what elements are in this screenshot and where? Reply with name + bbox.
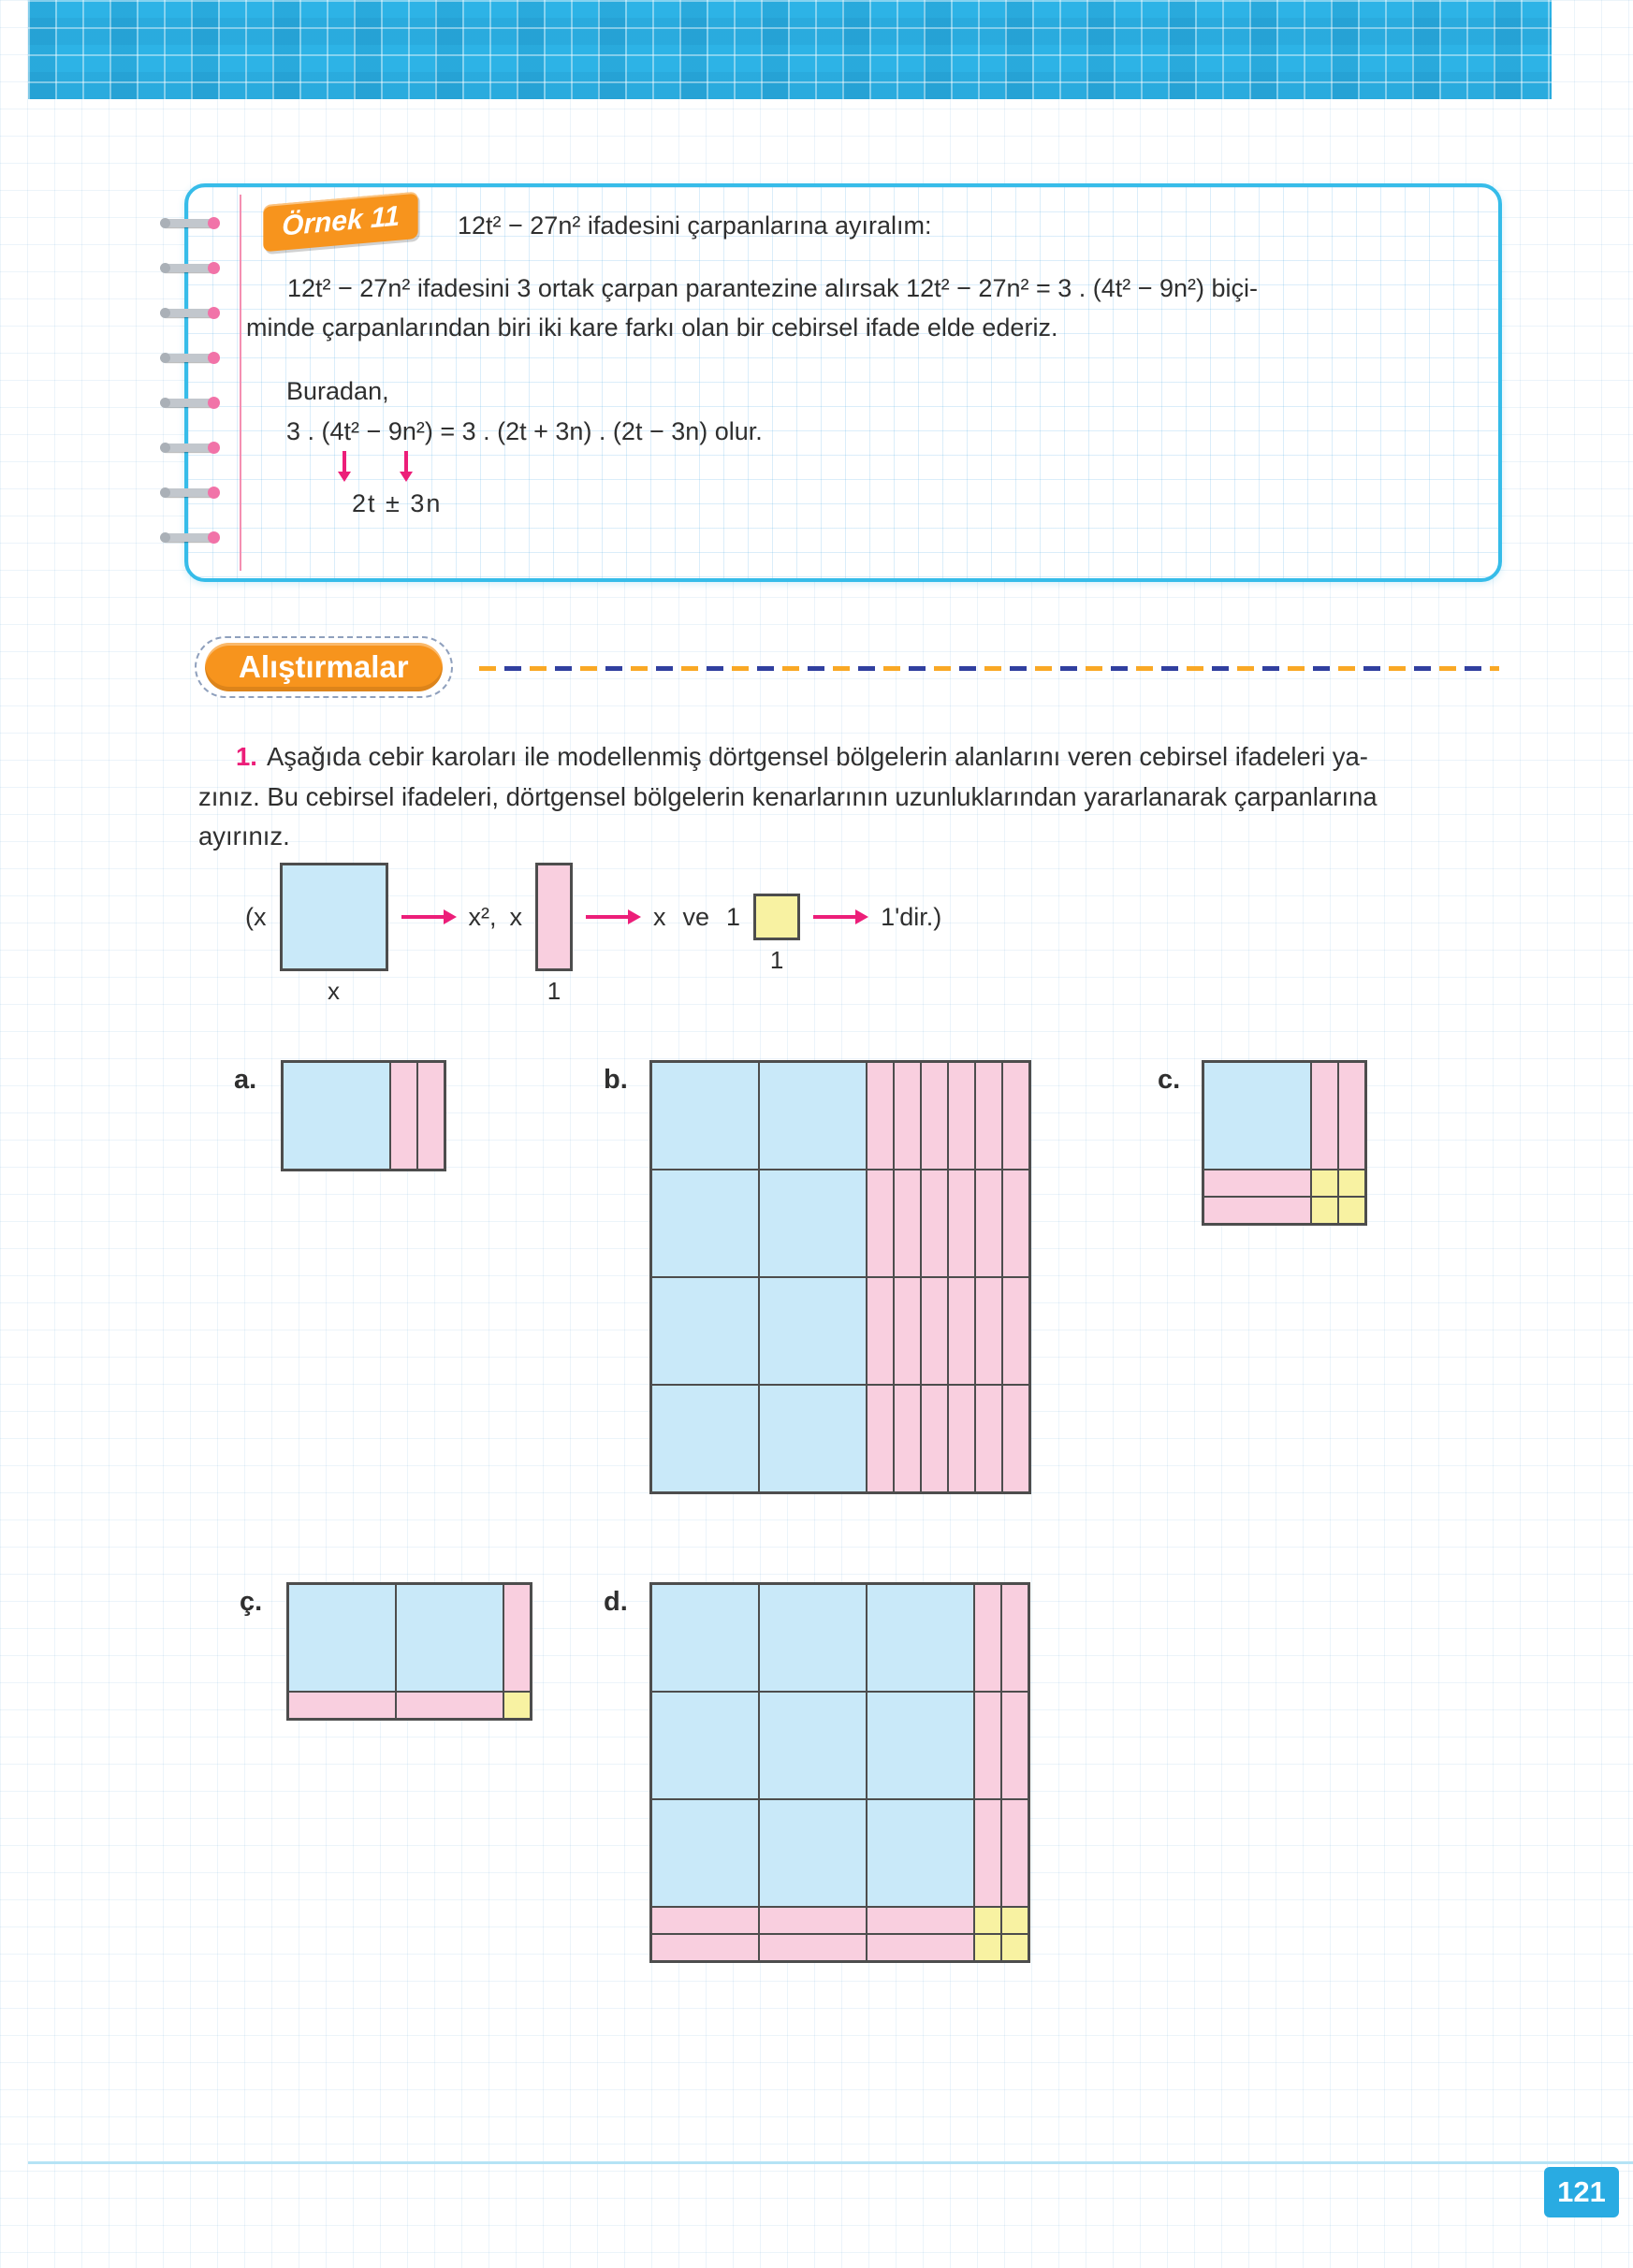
factor-term-2-text: 9n² bbox=[387, 417, 425, 445]
tile-x bbox=[867, 1907, 974, 1934]
equation bbox=[286, 417, 763, 446]
tile-x bbox=[948, 1385, 975, 1492]
tile-unit-bottom-label: 1 bbox=[769, 946, 784, 974]
legend-unit-result: 1'dir.) bbox=[881, 902, 942, 931]
tile-x2-side-label: x bbox=[328, 977, 340, 1005]
legend-x-result: x bbox=[653, 902, 666, 931]
tile-x2 bbox=[396, 1584, 503, 1692]
binder-clip-icon bbox=[162, 488, 216, 497]
question-1-text: Aşağıda cebir karoları ile modellenmiş dörtgensel bölgelerin alanlarını veren cebirsel ifadeleri ya- bbox=[266, 742, 1368, 771]
figure-b-label: b. bbox=[604, 1065, 628, 1095]
dashed-divider bbox=[479, 666, 1499, 671]
tile-unit bbox=[1311, 1197, 1338, 1224]
arrow-down-icon bbox=[343, 451, 346, 472]
tile-x bbox=[867, 1170, 894, 1277]
question-1 bbox=[198, 737, 1378, 857]
example-buradan: Buradan, bbox=[286, 377, 389, 405]
tile-x bbox=[651, 1934, 759, 1961]
tile-x bbox=[503, 1584, 531, 1692]
tile-x bbox=[759, 1934, 867, 1961]
tile-x bbox=[948, 1170, 975, 1277]
binder-clip-icon bbox=[162, 264, 216, 272]
factor-term-1-text: 4t² bbox=[329, 417, 360, 445]
example-body-line: 12t² − 27n² ifadesini 3 ortak çarpan parantezine alırsak 12t² − 27n² = 3 . (4t² − 9n²) biçi- bbox=[287, 274, 1259, 302]
binder-clip-icon bbox=[162, 219, 216, 227]
tile-x bbox=[894, 1062, 921, 1170]
tile-x2 bbox=[867, 1584, 974, 1692]
tile-x bbox=[894, 1277, 921, 1385]
example-box bbox=[184, 183, 1502, 582]
tile-x2 bbox=[651, 1799, 759, 1907]
tile-x2 bbox=[283, 1062, 390, 1170]
example-title: 12t² − 27n² ifadesini çarpanlarına ayıralım: bbox=[458, 211, 932, 240]
tile-x bbox=[1311, 1062, 1338, 1170]
equation-part: ) = 3 . (2t + 3n) . (2t − 3n) olur. bbox=[424, 417, 763, 445]
arrow-right-icon bbox=[586, 915, 629, 919]
tile-x bbox=[1002, 1385, 1029, 1492]
tile-x2 bbox=[759, 1170, 867, 1277]
tile-legend bbox=[245, 863, 942, 1005]
tile-x bbox=[651, 1907, 759, 1934]
tile-x bbox=[948, 1277, 975, 1385]
tile-x bbox=[867, 1385, 894, 1492]
tile-x bbox=[975, 1062, 1002, 1170]
figure-c-grid bbox=[1202, 1060, 1367, 1226]
tile-unit bbox=[1338, 1197, 1365, 1224]
tile-x bbox=[1001, 1692, 1028, 1799]
figure-a-grid bbox=[281, 1060, 446, 1171]
tile-x bbox=[894, 1170, 921, 1277]
tile-x bbox=[535, 863, 573, 971]
tile-unit bbox=[753, 894, 800, 940]
tile-x bbox=[975, 1385, 1002, 1492]
tile-x bbox=[921, 1170, 948, 1277]
footer-line bbox=[28, 2161, 1633, 2164]
exercises-section-header bbox=[195, 636, 453, 698]
tile-x bbox=[1001, 1584, 1028, 1692]
tile-x bbox=[974, 1584, 1001, 1692]
figure-a-label: a. bbox=[234, 1065, 257, 1095]
legend-x2-result: x², bbox=[468, 902, 497, 931]
legend-x-tile-wrap bbox=[535, 863, 573, 1005]
legend-x-side-label: x bbox=[509, 902, 522, 931]
tile-x bbox=[975, 1170, 1002, 1277]
tile-x2 bbox=[1203, 1062, 1311, 1170]
figure-d-grid bbox=[649, 1582, 1030, 1963]
tile-x2 bbox=[280, 863, 388, 971]
decorative-header-band bbox=[28, 0, 1552, 99]
example-badge: Örnek 11 bbox=[263, 192, 418, 253]
equation-part: 3 . ( bbox=[286, 417, 330, 445]
figure-cc-label: ç. bbox=[240, 1587, 263, 1617]
tile-x bbox=[396, 1692, 503, 1719]
tile-x2 bbox=[759, 1692, 867, 1799]
tile-unit bbox=[1001, 1934, 1028, 1961]
factor-term-2 bbox=[388, 417, 425, 446]
legend-ve-text: ve bbox=[682, 902, 710, 931]
tile-x2 bbox=[651, 1170, 759, 1277]
exercises-badge: Alıştırmalar bbox=[205, 643, 443, 691]
tile-x bbox=[288, 1692, 396, 1719]
tile-x2 bbox=[651, 1692, 759, 1799]
legend-open-paren: (x bbox=[245, 902, 267, 931]
figure-d-label: d. bbox=[604, 1587, 628, 1617]
tile-x bbox=[1002, 1062, 1029, 1170]
tile-x2 bbox=[759, 1584, 867, 1692]
question-number: 1. bbox=[236, 742, 257, 771]
equation-block bbox=[286, 417, 763, 518]
tile-x2 bbox=[651, 1062, 759, 1170]
question-1-line: ayırınız. bbox=[198, 821, 290, 851]
arrow-down-icon bbox=[404, 451, 408, 472]
tile-x2 bbox=[867, 1692, 974, 1799]
factors-result: 2t ± 3n bbox=[352, 489, 443, 517]
tile-x bbox=[867, 1277, 894, 1385]
tile-x-bottom-label: 1 bbox=[547, 977, 561, 1005]
tile-x bbox=[867, 1934, 974, 1961]
legend-x2-tile-wrap bbox=[280, 863, 388, 1005]
page-number-badge: 121 bbox=[1544, 2167, 1619, 2217]
binder-clip-icon bbox=[162, 399, 216, 407]
tile-x bbox=[759, 1907, 867, 1934]
tile-x2 bbox=[867, 1799, 974, 1907]
tile-x bbox=[1001, 1799, 1028, 1907]
question-1-line: zınız. Bu cebirsel ifadeleri, dörtgensel bölgelerin kenarlarının uzunluklarından yararlanarak çarpanlarına bbox=[198, 781, 1378, 811]
tile-unit bbox=[1311, 1170, 1338, 1197]
binder-clip-icon bbox=[162, 443, 216, 452]
binder-clip-icon bbox=[162, 354, 216, 362]
tile-x bbox=[1002, 1277, 1029, 1385]
tile-x2 bbox=[651, 1584, 759, 1692]
tile-unit bbox=[503, 1692, 531, 1719]
tile-x2 bbox=[759, 1799, 867, 1907]
tile-x bbox=[417, 1062, 445, 1170]
tile-x bbox=[894, 1385, 921, 1492]
tile-x2 bbox=[759, 1062, 867, 1170]
example-body-line: minde çarpanlarından biri iki kare farkı olan bir cebirsel ifade elde ederiz. bbox=[246, 313, 1058, 342]
tile-x bbox=[1203, 1170, 1311, 1197]
tile-x bbox=[1203, 1197, 1311, 1224]
tile-unit bbox=[974, 1934, 1001, 1961]
tile-x2 bbox=[651, 1385, 759, 1492]
tile-x2 bbox=[759, 1277, 867, 1385]
tile-unit bbox=[1338, 1170, 1365, 1197]
factor-term-1 bbox=[330, 417, 360, 446]
tile-x bbox=[921, 1277, 948, 1385]
binder-clip-icon bbox=[162, 533, 216, 542]
question-1-line bbox=[198, 737, 1378, 778]
tile-unit bbox=[974, 1907, 1001, 1934]
tile-x bbox=[975, 1277, 1002, 1385]
equation-part: − bbox=[359, 417, 388, 445]
legend-unit-side-label: 1 bbox=[726, 902, 741, 931]
binder-clip-icon bbox=[162, 309, 216, 317]
figure-c-label: c. bbox=[1158, 1065, 1181, 1095]
tile-x bbox=[867, 1062, 894, 1170]
tile-x bbox=[1002, 1170, 1029, 1277]
tile-x bbox=[921, 1062, 948, 1170]
figure-b-grid bbox=[649, 1060, 1031, 1494]
tile-x bbox=[1338, 1062, 1365, 1170]
notebook-margin-line bbox=[240, 195, 241, 571]
tile-unit bbox=[1001, 1907, 1028, 1934]
tile-x2 bbox=[651, 1277, 759, 1385]
arrow-right-icon bbox=[813, 915, 856, 919]
legend-unit-tile-wrap bbox=[753, 894, 800, 974]
tile-x bbox=[974, 1799, 1001, 1907]
tile-x2 bbox=[288, 1584, 396, 1692]
tile-x2 bbox=[759, 1385, 867, 1492]
figure-cc-grid bbox=[286, 1582, 532, 1721]
tile-x bbox=[948, 1062, 975, 1170]
arrow-right-icon bbox=[401, 915, 445, 919]
tile-x bbox=[390, 1062, 417, 1170]
tile-x bbox=[974, 1692, 1001, 1799]
tile-x bbox=[921, 1385, 948, 1492]
example-body bbox=[246, 269, 1258, 348]
